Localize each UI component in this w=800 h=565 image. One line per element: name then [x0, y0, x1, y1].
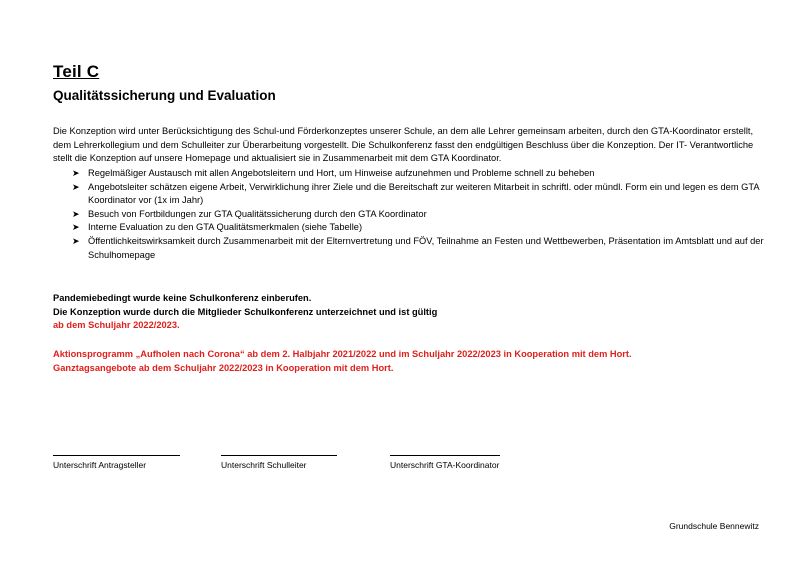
school-name-footer: Grundschule Bennewitz — [669, 521, 759, 531]
list-item-text: Regelmäßiger Austausch mit allen Angebotsleitern und Hort, um Hinweise aufzunehmen und Probleme schnell zu beheben — [88, 168, 595, 178]
program-note — [53, 348, 768, 375]
note-line: Die Konzeption wurde durch die Mitglieder Schulkonferenz unterzeichnet und ist gültig — [53, 306, 438, 317]
list-item-text: Besuch von Fortbildungen zur GTA Qualitätssicherung durch den GTA Koordinator — [88, 208, 427, 219]
arrow-bullet-icon: ➤ — [72, 235, 80, 246]
list-item — [70, 221, 768, 235]
arrow-bullet-icon: ➤ — [72, 222, 80, 233]
list-item — [70, 181, 768, 208]
signature-applicant: Unterschrift Antragsteller — [53, 455, 180, 470]
list-item — [70, 235, 768, 262]
note-line: Pandemiebedingt wurde keine Schulkonferenz einberufen. — [53, 293, 312, 303]
program-line: Ganztagsangebote ab dem Schuljahr 2022/2023 in Kooperation mit dem Hort. — [53, 362, 394, 373]
list-item-text: Angebotsleiter schätzen eigene Arbeit, Verwirklichung ihrer Ziele und die Bereitschaft zur weiteren Mitarbeit in schriftl. oder mündl. Form ein und legen es dem GTA Koordinator vor (1x im Jahr) — [88, 181, 760, 206]
arrow-bullet-icon: ➤ — [72, 181, 80, 192]
list-item-text: Öffentlichkeitswirksamkeit durch Zusammenarbeit mit der Elternvertretung und FÖV, Teilnahme an Festen und Wettbewerben, Präsentation im Amtsblatt und auf der Schulhomepage — [88, 235, 764, 260]
program-line: Aktionsprogramm „Aufholen nach Corona“ ab dem 2. Halbjahr 2021/2022 und im Schuljahr 2022/2023 in Kooperation mit dem Hort. — [53, 349, 632, 359]
intro-paragraph: Die Konzeption wird unter Berücksichtigung des Schul-und Förderkonzeptes unserer Schule, an dem alle Lehrer gemeinsam arbeiten, durch den GTA-Koordinator erstellt, dem Lehrerkollegium und dem Schulleiter zur Überarbeitung vorgestellt. Die Schulkonferenz fasst den endgültigen Beschluss über die Konzeption. Der IT- Verantwortliche stellt die Konzeption auf unsere Homepage und aktualisiert sie in Zusammenarbeit mit dem GTA Koordinator. — [53, 126, 754, 164]
section-subtitle: Qualitätssicherung und Evaluation — [53, 88, 276, 103]
signature-gta-coordinator: Unterschrift GTA-Koordinator — [390, 455, 500, 470]
signature-principal: Unterschrift Schulleiter — [221, 455, 337, 470]
section-title: Teil C — [53, 62, 100, 81]
measures-list — [70, 167, 768, 262]
conference-note — [53, 292, 768, 333]
arrow-bullet-icon: ➤ — [72, 208, 80, 219]
list-item-text: Interne Evaluation zu den GTA Qualitätsmerkmalen (siehe Tabelle) — [88, 222, 363, 233]
validity-line: ab dem Schuljahr 2022/2023. — [53, 320, 180, 331]
arrow-bullet-icon: ➤ — [72, 168, 80, 178]
list-item — [70, 208, 768, 222]
list-item — [70, 167, 768, 181]
